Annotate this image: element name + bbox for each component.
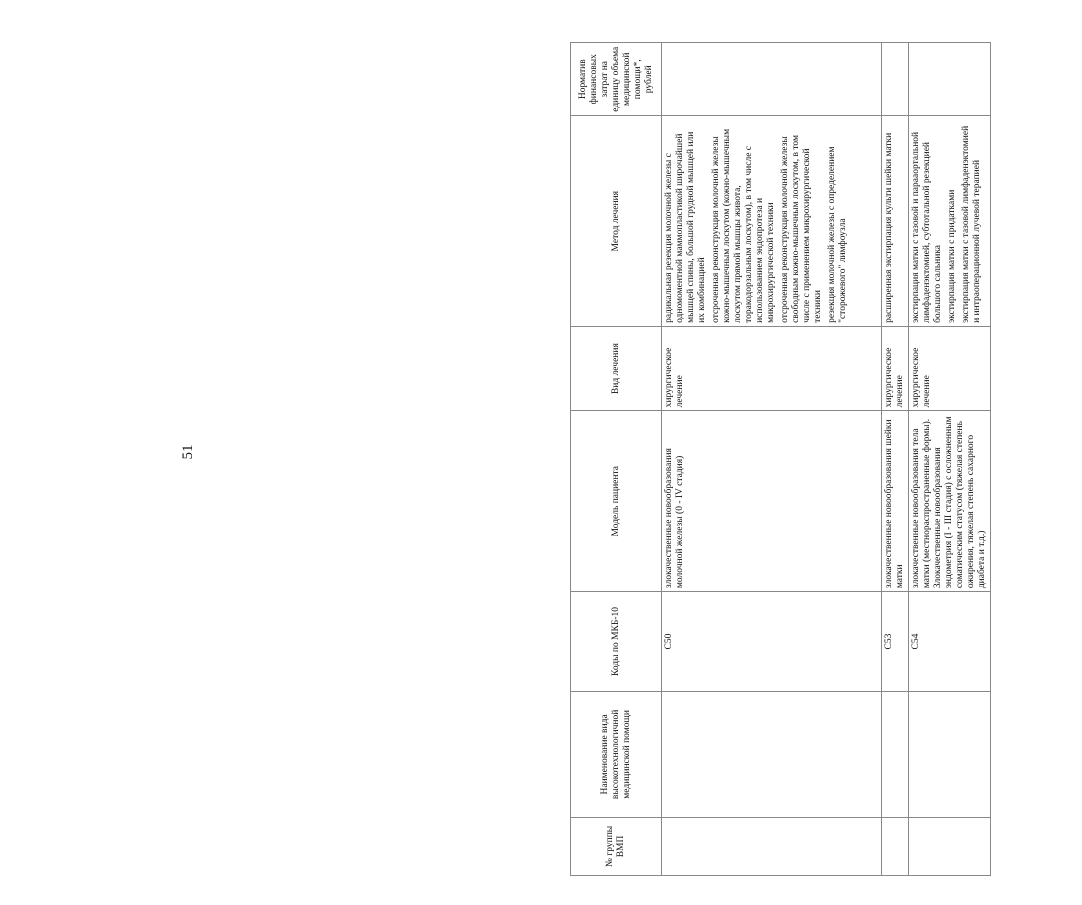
cell-cost-standard [882,43,909,116]
header-treatment-type: Вид лечения [571,326,662,410]
cell-icd-code: C53 [882,592,909,692]
header-treatment-method: Метод лечения [571,116,662,326]
cell-treatment-type: хирургическое лечение [882,326,909,410]
cell-vmp-type [909,691,991,817]
cell-patient-model: злокачественные новообразования тела матки (местнораспространенные формы). Злокачественные новообразования эндометрия (I - III стадия) с осложненным соматическим статусом (тяжелая степень ожирения, тяжелая степень сахарного диабета и т.д.) [909,411,991,592]
cell-treatment-method [662,116,882,326]
cell-treatment-method [882,116,909,326]
method-item: радикальная резекция молочной железы с одномоментной маммопластикой широчайшей мышцей спины, большой грудной мышцей или их комбинацией [664,131,707,323]
cell-patient-model: злокачественные новообразования молочной железы (0 - IV стадия) [662,411,882,592]
table-row [662,43,882,876]
cell-icd-code: C54 [909,592,991,692]
header-patient-model: Модель пациента [571,411,662,592]
rotated-table-region [570,42,1082,876]
method-item: отсроченная реконструкция молочной железы кожно-мышечным лоскутом (кожно-мышечным лоскутом прямой мышцы живота, торакодорзальным лоскутом), в том числе с использованием эндопротеза и микрохирургической техники [711,128,776,323]
header-vmp-type: Наименование вида высокотехнологичной медицинской помощи [571,691,662,817]
method-item: экстирпация матки с тазовой лимфаденэктомией и интраоперационной лучевой терапией [961,125,982,323]
table-row [882,43,909,876]
table-header-row [571,43,662,876]
table-row [909,43,991,876]
cell-vmp-type [662,691,882,817]
cell-group-number [882,817,909,875]
method-item: расширенная экстирпация культи шейки матки [884,132,894,323]
method-item: резекция молочной железы с определением "сторожевого" лимфоузла [827,146,848,323]
cell-vmp-type [882,691,909,817]
cell-cost-standard [909,43,991,116]
cell-treatment-type: хирургическое лечение [662,326,882,410]
method-item: экстирпация матки с тазовой и парааортальной лимфаденэктомией, субтотальной резекцией большого сальника [911,131,943,323]
page-number: 51 [180,444,196,460]
method-item: экстирпация матки с придатками [947,189,957,323]
cell-icd-code: C50 [662,592,882,692]
cell-group-number [909,817,991,875]
cell-patient-model: злокачественные новообразования шейки матки [882,411,909,592]
cell-cost-standard [662,43,882,116]
method-item: отсроченная реконструкция молочной железы свободным кожно-мышечным лоскутом, в том числе с применением микрохирургической техники [780,135,823,323]
treatment-table [570,42,991,876]
header-group-number: № группы ВМП [571,817,662,875]
cell-group-number [662,817,882,875]
header-cost-standard: Норматив финансовых затрат на единицу объема медицинской помощи*, рублей [571,43,662,116]
cell-treatment-type: хирургическое лечение [909,326,991,410]
cell-treatment-method [909,116,991,326]
header-icd-codes: Коды по МКБ-10 [571,592,662,692]
